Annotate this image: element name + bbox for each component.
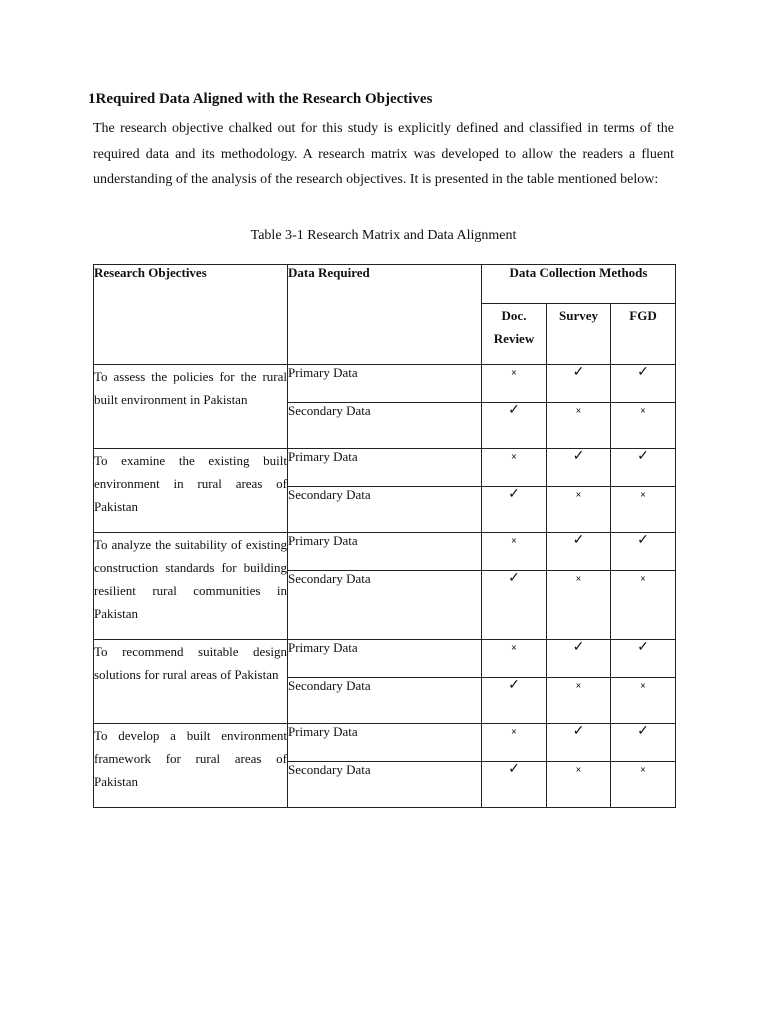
cross-icon: × [575, 681, 582, 692]
data-type-cell: Primary Data [288, 724, 482, 762]
cross-icon: × [640, 490, 646, 501]
survey-mark-cell [547, 487, 611, 533]
table-row [94, 640, 676, 678]
doc-review-mark-cell [482, 571, 547, 640]
fgd-mark-cell [611, 449, 676, 487]
header-fgd: FGD [611, 304, 676, 365]
check-icon: ✓ [508, 487, 520, 502]
data-type-cell: Secondary Data [288, 571, 482, 640]
fgd-mark-cell [611, 678, 676, 724]
objective-cell: To recommend suitable design solutions for rural areas of Pakistan [94, 640, 288, 724]
cross-icon: × [511, 452, 517, 463]
objective-cell: To develop a built environment framework for rural areas of Pakistan [94, 724, 288, 808]
check-icon: ✓ [637, 449, 649, 464]
doc-review-mark-cell [482, 403, 547, 449]
doc-review-mark-cell [482, 533, 547, 571]
fgd-mark-cell [611, 762, 676, 808]
survey-mark-cell [547, 449, 611, 487]
cross-icon: × [640, 681, 646, 692]
header-survey: Survey [547, 304, 611, 365]
fgd-mark-cell [611, 487, 676, 533]
header-doc-review: Doc. Review [482, 304, 547, 365]
check-icon: ✓ [508, 678, 520, 693]
objective-cell: To assess the policies for the rural built environment in Pakistan [94, 365, 288, 449]
fgd-mark-cell [611, 640, 676, 678]
check-icon: ✓ [508, 762, 520, 777]
survey-mark-cell [547, 724, 611, 762]
survey-mark-cell [547, 678, 611, 724]
data-type-cell: Secondary Data [288, 762, 482, 808]
check-icon: ✓ [508, 571, 520, 586]
data-type-cell: Primary Data [288, 640, 482, 678]
cross-icon: × [511, 643, 517, 654]
check-icon: ✓ [637, 724, 649, 739]
doc-review-mark-cell [482, 640, 547, 678]
check-icon: ✓ [572, 449, 585, 464]
header-data-required: Data Required [288, 265, 482, 365]
header-research-objectives: Research Objectives [94, 265, 288, 365]
doc-review-mark-cell [482, 678, 547, 724]
data-type-cell: Secondary Data [288, 678, 482, 724]
doc-review-mark-cell [482, 724, 547, 762]
cross-icon: × [575, 765, 582, 776]
check-icon: ✓ [637, 640, 649, 655]
survey-mark-cell [547, 640, 611, 678]
cross-icon: × [575, 574, 582, 585]
table-row [94, 365, 676, 403]
survey-mark-cell [547, 571, 611, 640]
fgd-mark-cell [611, 533, 676, 571]
survey-mark-cell [547, 762, 611, 808]
cross-icon: × [511, 727, 517, 738]
intro-paragraph: The research objective chalked out for this study is explicitly defined and classified in terms of the required data and its methodology. A research matrix was developed to allow the readers a fluent understanding of the analysis of the research objectives. It is presented in the table mentioned below: [93, 121, 674, 187]
doc-review-mark-cell [482, 762, 547, 808]
cross-icon: × [575, 490, 582, 501]
table-row [94, 449, 676, 487]
fgd-mark-cell [611, 403, 676, 449]
check-icon: ✓ [508, 403, 520, 418]
data-type-cell: Primary Data [288, 365, 482, 403]
doc-review-mark-cell [482, 365, 547, 403]
cross-icon: × [511, 536, 517, 547]
survey-mark-cell [547, 365, 611, 403]
check-icon: ✓ [572, 724, 585, 739]
table-row [94, 724, 676, 762]
doc-review-mark-cell [482, 487, 547, 533]
matrix-body [94, 365, 676, 808]
data-type-cell: Secondary Data [288, 403, 482, 449]
check-icon: ✓ [637, 533, 649, 548]
check-icon: ✓ [637, 365, 649, 380]
header-data-collection-methods: Data Collection Methods [482, 265, 676, 304]
cross-icon: × [640, 406, 646, 417]
cross-icon: × [640, 574, 646, 585]
table-row [94, 533, 676, 571]
cross-icon: × [511, 368, 517, 379]
check-icon: ✓ [572, 640, 585, 655]
check-icon: ✓ [572, 533, 585, 548]
data-type-cell: Secondary Data [288, 487, 482, 533]
survey-mark-cell [547, 403, 611, 449]
research-matrix-table [93, 264, 676, 808]
table-caption: Table 3-1 Research Matrix and Data Alignment [250, 228, 517, 243]
survey-mark-cell [547, 533, 611, 571]
cross-icon: × [575, 406, 582, 417]
doc-review-mark-cell [482, 449, 547, 487]
fgd-mark-cell [611, 571, 676, 640]
check-icon: ✓ [572, 365, 585, 380]
fgd-mark-cell [611, 365, 676, 403]
objective-cell: To analyze the suitability of existing construction standards for building resilient rural communities in Pakistan [94, 533, 288, 640]
data-type-cell: Primary Data [288, 449, 482, 487]
data-type-cell: Primary Data [288, 533, 482, 571]
section-heading: 1Required Data Aligned with the Research Objectives [88, 91, 433, 107]
fgd-mark-cell [611, 724, 676, 762]
objective-cell: To examine the existing built environment in rural areas of Pakistan [94, 449, 288, 533]
cross-icon: × [640, 765, 646, 776]
